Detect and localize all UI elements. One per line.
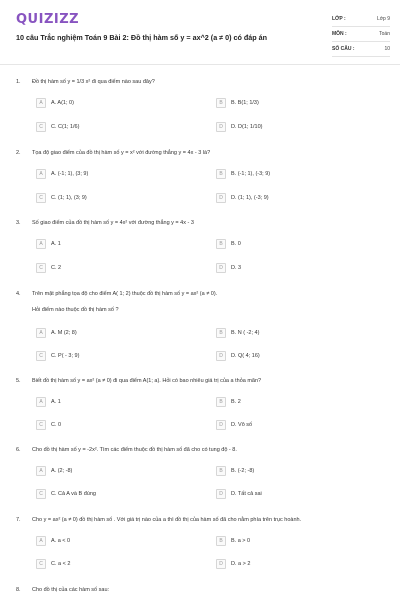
quizizz-logo: QUIZIZZ	[16, 12, 80, 27]
option-letter-box: D	[216, 420, 226, 430]
option-text: B. (-1; 1), (-3; 9)	[231, 170, 271, 177]
option-c[interactable]	[36, 262, 61, 273]
option-b[interactable]	[216, 535, 250, 546]
question-number: 4.	[16, 291, 21, 297]
option-text: A. a < 0	[51, 537, 71, 544]
question-number: 6.	[16, 447, 21, 453]
meta-value: Lớp 9	[376, 16, 390, 22]
option-text: D. a > 2	[231, 560, 251, 567]
question-number: 2.	[16, 150, 21, 156]
option-text: C. (1; 1), (3; 9)	[51, 194, 87, 201]
question-text: Số giao điểm của đồ thị hàm số y = 4x² với đường thẳng y = 4x - 3	[32, 220, 194, 226]
option-text: A. 1	[51, 398, 61, 405]
question-text: Đồ thị hàm số y = 1/3 x² đi qua điểm nào sau đây?	[32, 79, 155, 85]
meta-row-class	[332, 12, 390, 27]
option-d[interactable]	[216, 350, 260, 361]
option-d[interactable]	[216, 488, 262, 499]
option-d[interactable]	[216, 192, 269, 203]
option-c[interactable]	[36, 419, 61, 430]
option-c[interactable]	[36, 350, 79, 361]
meta-label: MÔN :	[332, 31, 347, 37]
option-d[interactable]	[216, 558, 250, 569]
option-letter-box: D	[216, 559, 226, 569]
option-a[interactable]	[36, 238, 61, 249]
question-subtext: Hỏi điểm nào thuộc đồ thị hàm số ?	[32, 307, 119, 313]
option-letter-box: A	[36, 239, 46, 249]
option-letter-box: B	[216, 239, 226, 249]
meta-row-count	[332, 42, 390, 57]
meta-label: SỐ CÂU :	[332, 46, 355, 52]
option-letter-box: A	[36, 397, 46, 407]
option-letter-box: A	[36, 466, 46, 476]
question-number: 5.	[16, 378, 21, 384]
option-text: A. (-1; 1), (3; 9)	[51, 170, 89, 177]
option-c[interactable]	[36, 488, 96, 499]
option-letter-box: B	[216, 169, 226, 179]
option-text: A. A(1; 0)	[51, 99, 74, 106]
option-a[interactable]	[36, 327, 77, 338]
question-number: 7.	[16, 517, 21, 523]
option-text: B. a > 0	[231, 537, 251, 544]
meta-row-subject	[332, 27, 390, 42]
option-a[interactable]	[36, 535, 70, 546]
option-text: C. 0	[51, 421, 62, 428]
option-text: C. a < 2	[51, 560, 71, 567]
option-text: A. 1	[51, 240, 61, 247]
option-letter-box: D	[216, 193, 226, 203]
question-number: 8.	[16, 587, 21, 593]
option-text: B. 0	[231, 240, 241, 247]
option-b[interactable]	[216, 465, 254, 476]
option-c[interactable]	[36, 558, 70, 569]
option-letter-box: B	[216, 98, 226, 108]
option-c[interactable]	[36, 192, 87, 203]
option-letter-box: C	[36, 489, 46, 499]
option-text: B. N ( -2; 4)	[231, 329, 260, 336]
option-letter-box: D	[216, 489, 226, 499]
option-c[interactable]	[36, 121, 79, 132]
option-letter-box: B	[216, 536, 226, 546]
header-divider	[0, 64, 400, 65]
option-text: C. P( - 3; 9)	[51, 352, 80, 359]
question-text: Cho đồ thị của các hàm số sau:	[32, 587, 110, 593]
option-b[interactable]	[216, 327, 259, 338]
option-text: B. (-2; -8)	[231, 467, 255, 474]
option-text: D. Vô số	[231, 421, 253, 428]
option-text: D. (1; 1), (-3; 9)	[231, 194, 269, 201]
option-letter-box: A	[36, 536, 46, 546]
option-text: B. B(1; 1/3)	[231, 99, 259, 106]
option-letter-box: C	[36, 122, 46, 132]
option-b[interactable]	[216, 168, 270, 179]
question-text: Cho đồ thị hàm số y = -2x². Tìm các điểm thuộc đồ thị hàm số đã cho có tung độ - 8.	[32, 447, 237, 453]
meta-table	[332, 12, 390, 57]
question-text: Biết đồ thị hàm số y = ax² (a ≠ 0) đi qua điểm A(1; a). Hỏi có bao nhiêu giá trị của a thỏa mãn?	[32, 378, 262, 384]
option-letter-box: D	[216, 122, 226, 132]
option-text: D. Q( 4; 16)	[231, 352, 260, 359]
option-text: D. Tất cả sai	[231, 490, 262, 497]
meta-value: Toán	[379, 31, 390, 37]
option-letter-box: C	[36, 351, 46, 361]
option-a[interactable]	[36, 97, 74, 108]
option-letter-box: B	[216, 397, 226, 407]
worksheet-header	[0, 0, 400, 72]
question-text: Trên mặt phẳng tọa độ cho điểm A( 1; 2) thuộc đồ thị hàm số y = ax² (a ≠ 0).	[32, 291, 218, 297]
option-b[interactable]	[216, 238, 241, 249]
question-number: 3.	[16, 220, 21, 226]
meta-label: LỚP :	[332, 16, 346, 22]
option-text: C. Cả A và B đúng	[51, 490, 96, 497]
option-d[interactable]	[216, 121, 262, 132]
question-text: Tọa độ giao điểm của đồ thị hàm số y = x² với đường thẳng y = 4x - 3 là?	[32, 150, 211, 156]
question-number: 1.	[16, 79, 21, 85]
option-b[interactable]	[216, 396, 241, 407]
option-a[interactable]	[36, 168, 88, 179]
option-letter-box: C	[36, 420, 46, 430]
option-letter-box: A	[36, 98, 46, 108]
option-text: C. 2	[51, 264, 62, 271]
option-text: D. D(1; 1/10)	[231, 123, 263, 130]
option-a[interactable]	[36, 396, 61, 407]
option-letter-box: C	[36, 559, 46, 569]
option-letter-box: B	[216, 328, 226, 338]
option-letter-box: D	[216, 263, 226, 273]
option-text: C. C(1; 1/6)	[51, 123, 80, 130]
option-b[interactable]	[216, 97, 259, 108]
option-letter-box: A	[36, 328, 46, 338]
option-letter-box: C	[36, 263, 46, 273]
option-letter-box: A	[36, 169, 46, 179]
option-d[interactable]	[216, 419, 252, 430]
option-letter-box: B	[216, 466, 226, 476]
question-text: Cho y = ax² (a ≠ 0) đồ thị hàm số . Với giá trị nào của a thì đồ thị của hàm số đã cho nằm phía trên trục hoành.	[32, 517, 302, 523]
option-text: A. (2; -8)	[51, 467, 73, 474]
option-text: B. 2	[231, 398, 241, 405]
meta-value: 10	[384, 46, 390, 52]
option-text: A. M (2; 8)	[51, 329, 77, 336]
option-d[interactable]	[216, 262, 241, 273]
option-letter-box: C	[36, 193, 46, 203]
option-text: D. 3	[231, 264, 242, 271]
option-letter-box: D	[216, 351, 226, 361]
worksheet-title: 10 câu Trắc nghiệm Toán 9 Bài 2: Đồ thị hàm số y = ax^2 (a ≠ 0) có đáp án	[16, 33, 268, 42]
option-a[interactable]	[36, 465, 72, 476]
